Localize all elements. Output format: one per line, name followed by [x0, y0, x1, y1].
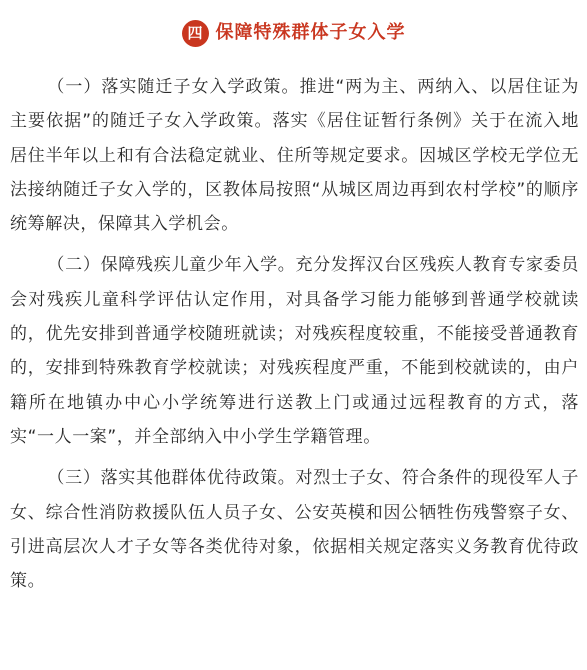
paragraph-migrant-children: （一）落实随迁子女入学政策。推进“两为主、两纳入、以居住证为主要依据”的随迁子女入学政策。落实《居住证暂行条例》关于在流入地居住半年以上和有合法稳定就业、住所等规定要求。因城区学校无学位无法接纳随迁子女入学的，区教体局按照“从城区周边再到农村学校”的顺序统筹解决，保障其入学机会。 [10, 77, 579, 235]
section-number-badge: 四 [182, 20, 209, 47]
section-header [0, 18, 587, 48]
paragraph-disabled-children: （二）保障残疾儿童少年入学。充分发挥汉台区残疾人教育专家委员会对残疾儿童科学评估认定作用，对具备学习能力能够到普通学校就读的，优先安排到普通学校随班就读；对残疾程度较重，不能接受普通教育的，安排到特殊教育学校就读；对残疾程度严重，不能到校就读的，由户籍所在地镇办中心小学统筹进行送教上门或通过远程教育的方式，落实“一人一案”，并全部纳入中小学生学籍管理。 [10, 255, 579, 447]
section-title: 保障特殊群体子女入学 [215, 22, 406, 43]
paragraph-other-groups: （三）落实其他群体优待政策。对烈士子女、符合条件的现役军人子女、综合性消防救援队伍人员子女、公安英模和因公牺牲伤残警察子女、引进高层次人才子女等各类优待对象，依据相关规定落实义务教育优待政策。 [10, 468, 579, 592]
article-body [10, 70, 579, 605]
